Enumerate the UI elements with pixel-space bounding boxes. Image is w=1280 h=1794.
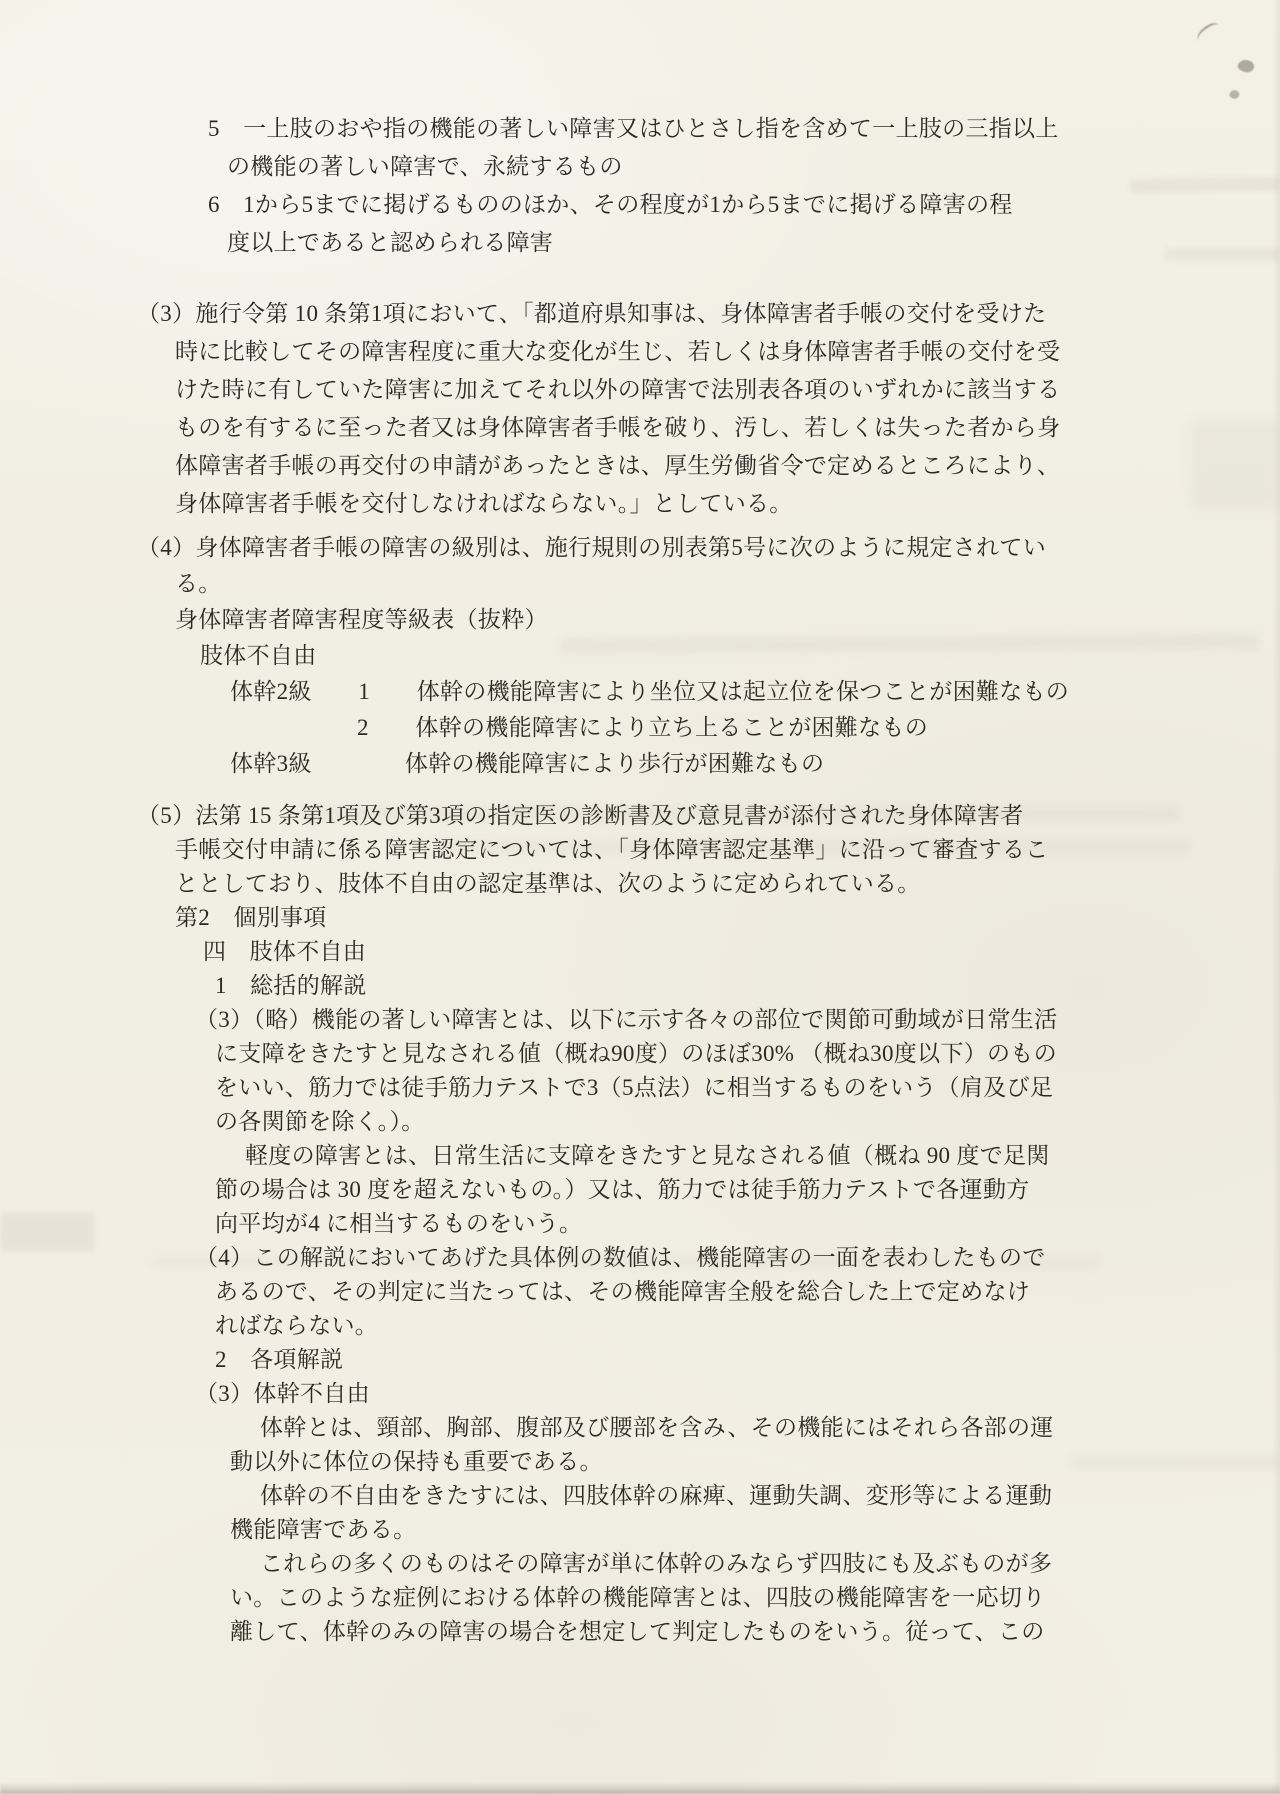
text-line: 四 肢体不自由	[203, 939, 367, 964]
text-line: （3）施行令第 10 条第1項において、「都道府県知事は、身体障害者手帳の交付を受けた	[137, 301, 1047, 326]
text-line: けた時に有していた障害に加えてそれ以外の障害で法別表各項のいずれかに該当する	[175, 377, 1061, 402]
text-line: 体幹3級 体幹の機能障害により歩行が困難なもの	[230, 751, 825, 776]
text-line: 節の場合は 30 度を超えないもの。）又は、筋力では徒手筋力テストで各運動方	[215, 1177, 1030, 1202]
text-line: 体幹の不自由をきたすには、四肢体幹の麻痺、運動失調、変形等による運動	[260, 1483, 1053, 1508]
text-line: の各関節を除く。）。	[215, 1109, 425, 1134]
text-line: （4）この解説においてあげた具体例の数値は、機能障害の一面を表わしたもので	[195, 1245, 1046, 1270]
text-line: 動以外に体位の保持も重要である。	[230, 1449, 603, 1474]
text-line: 軽度の障害とは、日常生活に支障をきたすと見なされる値（概ね 90 度で足関	[245, 1143, 1050, 1168]
text-line: あるので、その判定に当たっては、その機能障害全般を総合した上で定めなけ	[215, 1279, 1031, 1304]
text-line: 6 1から5までに掲げるもののほか、その程度が1から5までに掲げる障害の程	[208, 192, 1013, 217]
text-line: ものを有するに至った者又は身体障害者手帳を破り、汚し、若しくは失った者から身	[175, 415, 1061, 440]
text-line: （3）体幹不自由	[195, 1381, 370, 1406]
text-line: 2 各項解説	[215, 1347, 344, 1372]
text-line: をいい、筋力では徒手筋力テストで3（5点法）に相当するものをいう（肩及び足	[215, 1075, 1054, 1100]
text-line: 体幹2級 1 体幹の機能障害により坐位又は起立位を保つことが困難なもの	[230, 679, 1070, 704]
text-line: 時に比較してその障害程度に重大な変化が生じ、若しくは身体障害者手帳の交付を受	[175, 339, 1061, 364]
paragraph-3	[0, 295, 1280, 523]
text-line: に支障をきたすと見なされる値（概ね90度）のほぼ30% （概ね30度以下）のもの	[215, 1041, 1057, 1066]
text-line: 度以上であると認められる障害	[227, 230, 554, 255]
text-line: い。このような症例における体幹の機能障害とは、四肢の機能障害を一応切り	[230, 1585, 1046, 1610]
text-line: ればならない。	[215, 1313, 379, 1338]
text-line: 身体障害者障害程度等級表（抜粋）	[175, 607, 548, 632]
text-line: 2 体幹の機能障害により立ち上ることが困難なもの	[357, 715, 928, 740]
text-line: 手帳交付申請に係る障害認定については、「身体障害認定基準」に沿って審査するこ	[175, 837, 1049, 862]
numbered-list-items-5-6	[0, 110, 1280, 262]
text-line: 肢体不自由	[200, 643, 317, 668]
text-line: （5）法第 15 条第1項及び第3項の指定医の診断書及び意見書が添付された身体障害者	[137, 803, 1024, 828]
text-line: る。	[175, 571, 222, 596]
scan-edge-shadow	[0, 1782, 1280, 1794]
text-line: これらの多くのものはその障害が単に体幹のみならず四肢にも及ぶものが多	[260, 1551, 1053, 1576]
text-line: 5 一上肢のおや指の機能の著しい障害又はひとさし指を含めて一上肢の三指以上	[208, 116, 1059, 141]
text-line: 離して、体幹のみの障害の場合を想定して判定したものをいう。従って、この	[230, 1619, 1045, 1644]
text-line: （3）（略）機能の著しい障害とは、以下に示す各々の部位で関節可動域が日常生活	[195, 1007, 1058, 1032]
text-line: 身体障害者手帳を交付しなければならない。」としている。	[175, 491, 793, 516]
text-line: 体障害者手帳の再交付の申請があったときは、厚生労働省令で定めるところにより、	[175, 453, 1061, 478]
paragraph-5-certification-criteria	[0, 799, 1280, 1649]
text-line: （4）身体障害者手帳の障害の級別は、施行規則の別表第5号に次のように規定されてい	[137, 535, 1046, 560]
text-line: 第2 個別事項	[175, 905, 327, 930]
text-line: 向平均が4 に相当するものをいう。	[215, 1211, 583, 1236]
text-line: の機能の著しい障害で、永続するもの	[227, 154, 623, 179]
paragraph-4-grade-table	[0, 530, 1280, 782]
text-line: 機能障害である。	[230, 1517, 417, 1542]
text-line: 1 総括的解説	[215, 973, 367, 998]
text-line: ととしており、肢体不自由の認定基準は、次のように定められている。	[175, 871, 921, 896]
text-line: 体幹とは、頸部、胸部、腹部及び腰部を含み、その機能にはそれら各部の運	[260, 1415, 1054, 1440]
